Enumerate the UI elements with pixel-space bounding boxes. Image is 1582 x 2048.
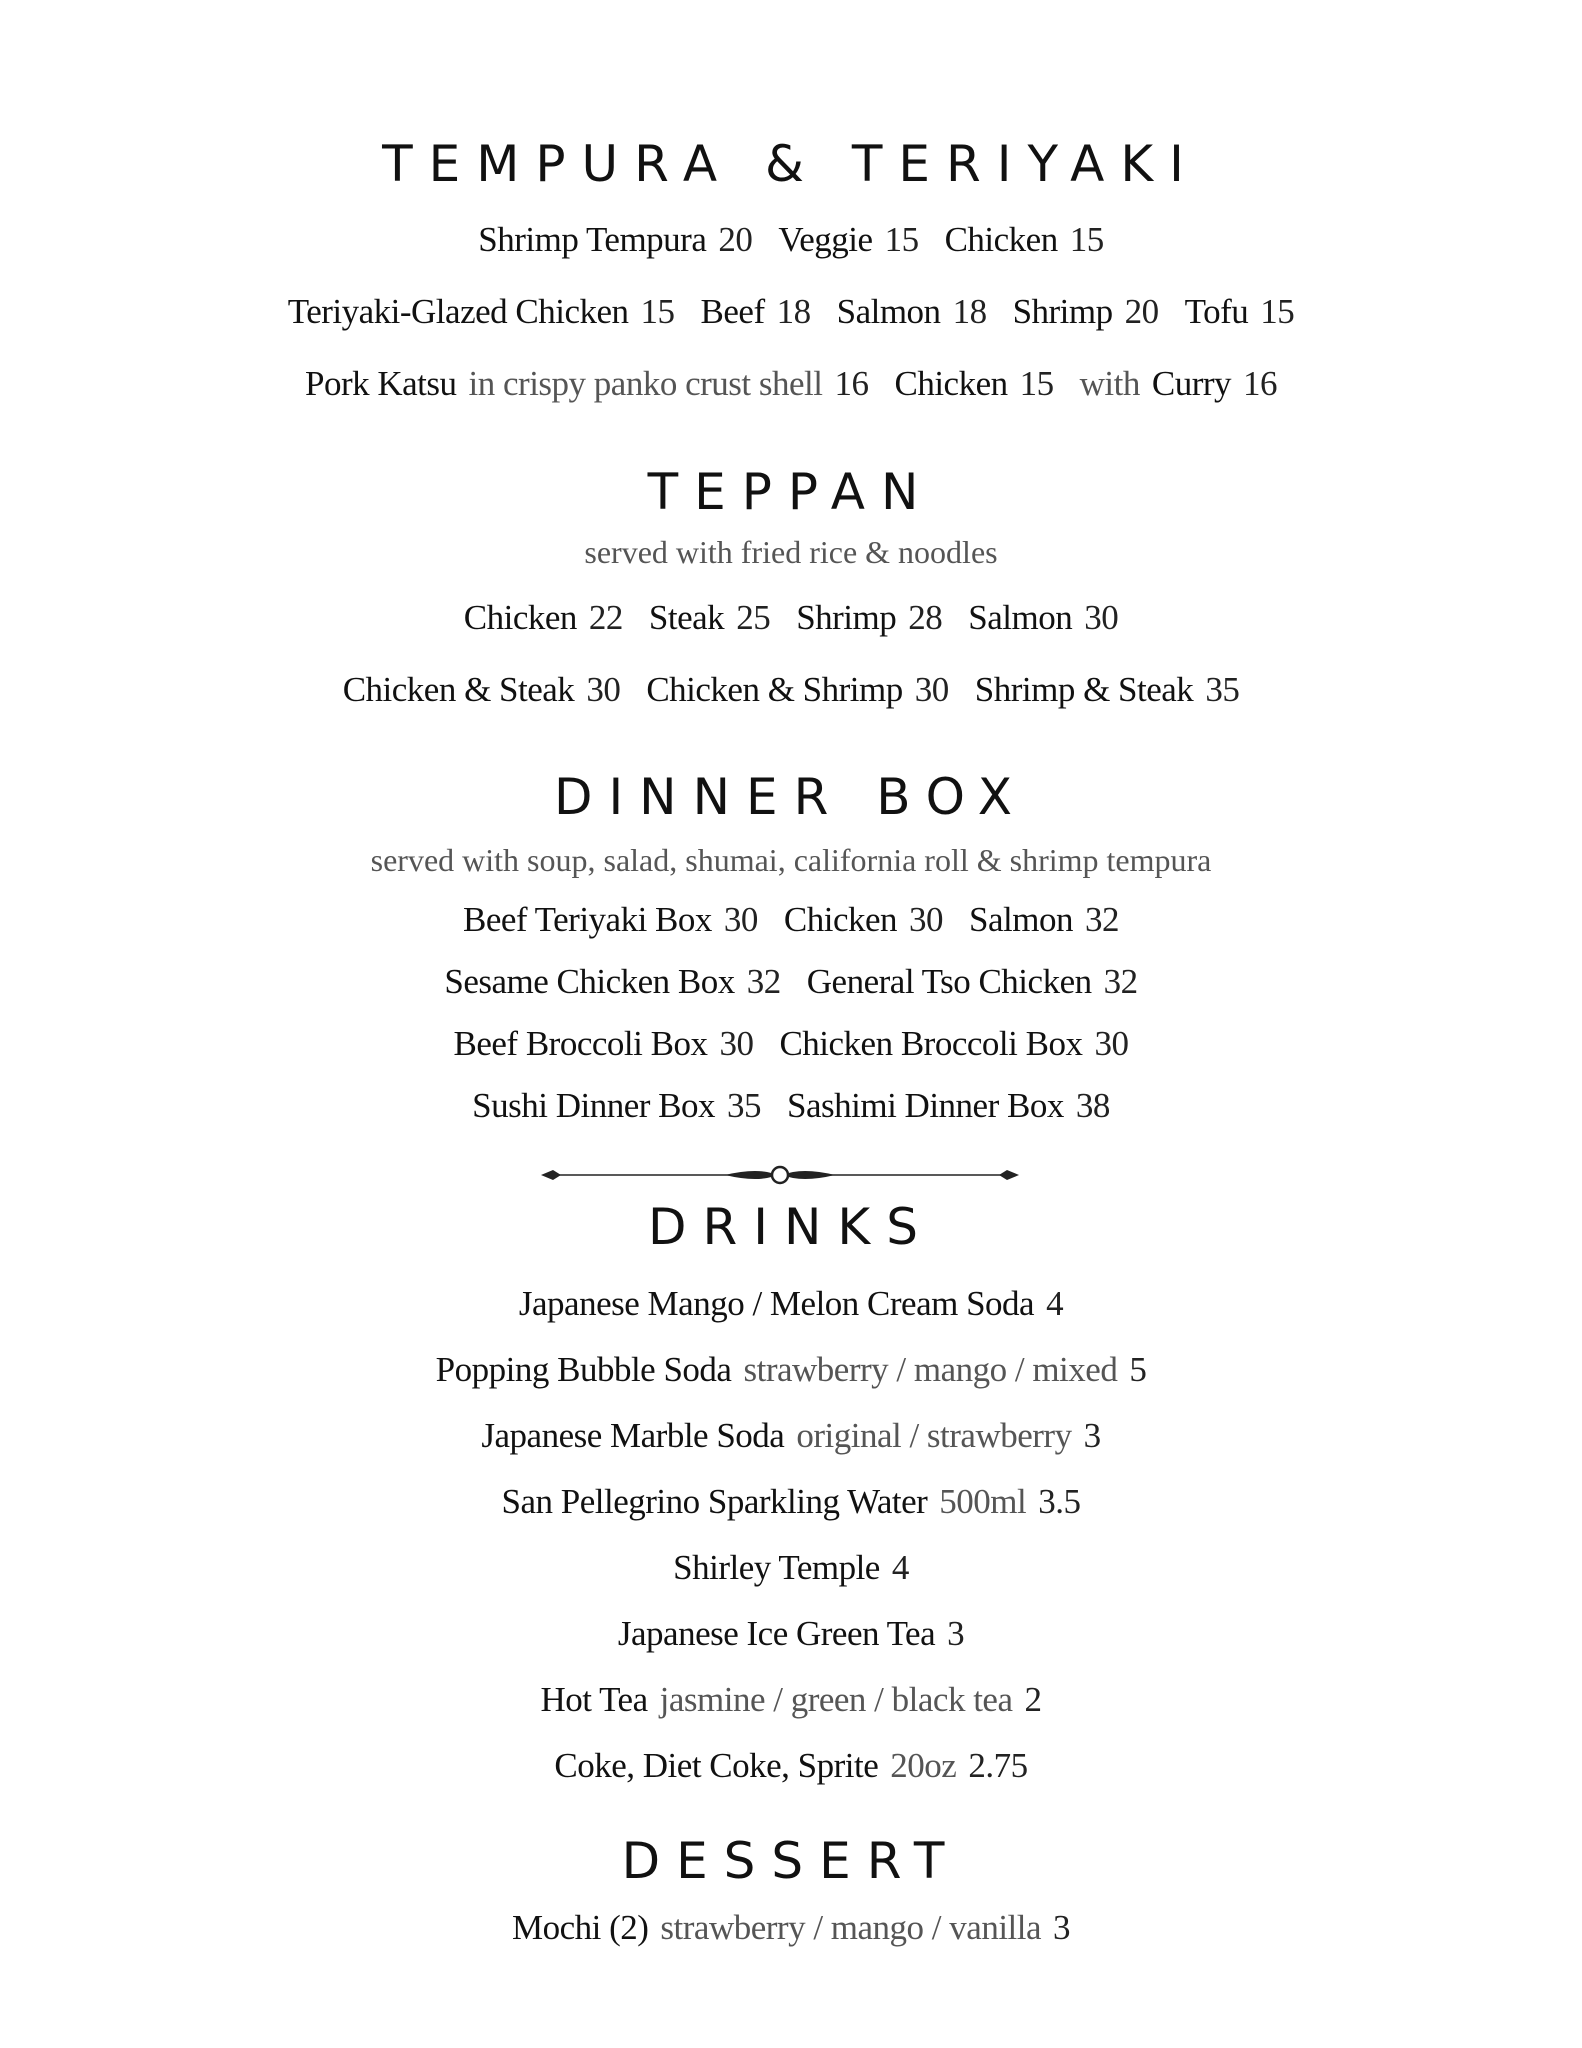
menu-item-name: General Tso Chicken — [806, 962, 1092, 1001]
menu-item-name: Beef Teriyaki Box — [463, 900, 712, 939]
menu-item-name: Sashimi Dinner Box — [787, 1086, 1064, 1125]
menu-item — [512, 1908, 1070, 1947]
menu-item-name: Japanese Mango / Melon Cream Soda — [518, 1284, 1035, 1323]
menu-item — [463, 900, 758, 939]
menu-item-desc: jasmine / green / black tea — [659, 1680, 1013, 1719]
menu-item-price: 35 — [1205, 670, 1240, 709]
menu-item-desc: 500ml — [939, 1482, 1027, 1521]
menu-item — [288, 292, 675, 331]
menu-item-name: Japanese Marble Soda — [481, 1416, 785, 1455]
menu-item — [945, 220, 1104, 259]
menu-item-name: Salmon — [968, 598, 1073, 637]
menu-item — [502, 1482, 1081, 1521]
menu-item-name: Mochi (2) — [511, 1908, 649, 1947]
dessert-section-title: DESSERT — [621, 1832, 961, 1890]
menu-item-name: San Pellegrino Sparkling Water — [501, 1482, 928, 1521]
menu-item-price: 32 — [1103, 962, 1138, 1001]
drinks-line — [0, 1548, 1582, 1588]
menu-item-price: 3 — [947, 1614, 965, 1653]
menu-item-name: Chicken — [944, 220, 1058, 259]
dinner-box-section-title: DINNER BOX — [553, 768, 1029, 826]
menu-item — [969, 900, 1119, 939]
menu-item-price: 30 — [586, 670, 621, 709]
menu-item-price: 28 — [908, 598, 943, 637]
menu-item — [481, 1416, 1100, 1455]
menu-item-name: Sushi Dinner Box — [472, 1086, 716, 1125]
dinner-box-line — [0, 1086, 1582, 1126]
menu-item — [673, 1548, 909, 1587]
menu-item — [649, 598, 770, 637]
menu-item-name: Chicken — [894, 364, 1008, 403]
menu-item-price: 16 — [1243, 364, 1277, 403]
menu-item — [454, 1024, 754, 1063]
menu-item-name: Hot Tea — [540, 1680, 648, 1719]
menu-item-name: Chicken — [783, 900, 898, 939]
menu-item-price: 32 — [746, 962, 781, 1001]
menu-item-desc: original / strawberry — [796, 1416, 1072, 1455]
menu-item-name: Shirley Temple — [673, 1548, 880, 1587]
menu-item-price: 4 — [1046, 1284, 1064, 1323]
menu-item-name: Steak — [648, 598, 725, 637]
menu-item-name: Chicken Broccoli Box — [779, 1024, 1083, 1063]
menu-item-price: 30 — [723, 900, 758, 939]
menu-item-price: 30 — [1094, 1024, 1129, 1063]
menu-item-name: Pork Katsu — [305, 364, 457, 403]
menu-item-price: 15 — [1019, 364, 1054, 403]
menu-item — [787, 1086, 1110, 1125]
menu-item-name: Chicken & Shrimp — [646, 670, 903, 709]
menu-item — [796, 598, 942, 637]
menu-item-name: Japanese Ice Green Tea — [617, 1614, 936, 1653]
menu-item-price: 5 — [1129, 1350, 1147, 1389]
menu-item-price: 15 — [1069, 220, 1104, 259]
menu-item-price: 16 — [834, 364, 869, 403]
menu-item-price: 38 — [1075, 1086, 1110, 1125]
menu-item — [444, 962, 780, 1001]
menu-item-price: 25 — [736, 598, 771, 637]
menu-item-name: Shrimp — [796, 598, 897, 637]
menu-item-name: Curry — [1151, 364, 1231, 403]
menu-item-price: 35 — [727, 1086, 762, 1125]
tempura-line — [0, 220, 1582, 260]
drinks-line — [0, 1284, 1582, 1324]
menu-item — [975, 670, 1240, 709]
menu-item — [618, 1614, 964, 1653]
dinner-box-subtitle: served with soup, salad, shumai, california roll & shrimp tempura — [370, 842, 1212, 878]
menu-item — [1080, 364, 1277, 403]
tempura-line — [0, 364, 1582, 404]
tempura-section-title: TEMPURA & TERIYAKI — [382, 135, 1200, 193]
menu-item — [436, 1350, 1147, 1389]
menu-item-name: Teriyaki-Glazed Chicken — [287, 292, 629, 331]
ornamental-divider-icon — [535, 1160, 1025, 1190]
menu-item-price: 30 — [1084, 598, 1119, 637]
teppan-section-title: TEPPAN — [647, 463, 935, 521]
menu-item-price: 18 — [776, 292, 811, 331]
menu-item — [784, 900, 943, 939]
menu-item-desc: strawberry / mango / mixed — [743, 1350, 1118, 1389]
menu-item — [894, 364, 1053, 403]
menu-item-name: Shrimp Tempura — [478, 220, 707, 259]
menu-item-price: 15 — [640, 292, 675, 331]
menu-item-price: 20 — [1124, 292, 1159, 331]
menu-item-name: Tofu — [1184, 292, 1249, 331]
menu-item-price: 2.75 — [968, 1746, 1028, 1785]
drinks-line — [0, 1482, 1582, 1522]
menu-item-price: 32 — [1084, 900, 1119, 939]
menu-item — [1185, 292, 1295, 331]
drinks-line — [0, 1746, 1582, 1786]
drinks-section-title: DRINKS — [648, 1198, 934, 1256]
menu-item — [472, 1086, 761, 1125]
menu-item-price: 18 — [952, 292, 987, 331]
drinks-line — [0, 1680, 1582, 1720]
dinner-box-line — [0, 900, 1582, 940]
menu-item-name: Salmon — [836, 292, 941, 331]
drinks-line — [0, 1614, 1582, 1654]
teppan-subtitle: served with fried rice & noodles — [584, 534, 998, 570]
teppan-line — [0, 670, 1582, 710]
menu-item-name: Coke, Diet Coke, Sprite — [554, 1746, 879, 1785]
menu-item — [837, 292, 987, 331]
menu-item-name: Veggie — [778, 220, 873, 259]
menu-item-price: 3 — [1083, 1416, 1101, 1455]
menu-item-desc: in crispy panko crust shell — [468, 364, 823, 403]
menu-item-name: Shrimp & Steak — [974, 670, 1194, 709]
menu-item-price: 3 — [1053, 1908, 1071, 1947]
menu-item — [646, 670, 948, 709]
menu-item — [778, 220, 918, 259]
menu-item-name: Shrimp — [1012, 292, 1113, 331]
menu-item — [1013, 292, 1159, 331]
menu-item-name: Beef — [700, 292, 765, 331]
menu-item — [554, 1746, 1027, 1785]
menu-item-price: 4 — [891, 1548, 909, 1587]
menu-item — [305, 364, 868, 403]
menu-item-price: 15 — [884, 220, 919, 259]
menu-item — [701, 292, 811, 331]
menu-item-price: 30 — [914, 670, 949, 709]
drinks-line — [0, 1350, 1582, 1390]
menu-item — [519, 1284, 1063, 1323]
menu-item-price: 3.5 — [1038, 1482, 1081, 1521]
menu-item-desc: strawberry / mango / vanilla — [660, 1908, 1042, 1947]
menu-item — [968, 598, 1118, 637]
menu-item-price: 2 — [1024, 1680, 1042, 1719]
menu-item-name: Sesame Chicken Box — [444, 962, 735, 1001]
menu-item — [478, 220, 752, 259]
dinner-box-line — [0, 962, 1582, 1002]
drinks-line — [0, 1416, 1582, 1456]
menu-item-price: 30 — [909, 900, 944, 939]
menu-item-name: Beef Broccoli Box — [453, 1024, 708, 1063]
menu-item-price: 20 — [718, 220, 753, 259]
dessert-line — [0, 1908, 1582, 1948]
dinner-box-line — [0, 1024, 1582, 1064]
menu-item-price: 22 — [588, 598, 623, 637]
menu-item — [541, 1680, 1042, 1719]
menu-item-price: 30 — [719, 1024, 754, 1063]
menu-item-name: Salmon — [969, 900, 1073, 939]
menu-item-desc: 20oz — [890, 1746, 957, 1785]
menu-item — [464, 598, 623, 637]
menu-item-name: Chicken & Steak — [342, 670, 575, 709]
teppan-line — [0, 598, 1582, 638]
menu-item-name: Popping Bubble Soda — [435, 1350, 732, 1389]
tempura-line — [0, 292, 1582, 332]
menu-item-name: Chicken — [463, 598, 577, 637]
menu-item-desc: with — [1079, 364, 1140, 403]
menu-item-price: 15 — [1260, 292, 1295, 331]
menu-item — [807, 962, 1138, 1001]
menu-item — [343, 670, 621, 709]
menu-item — [779, 1024, 1128, 1063]
